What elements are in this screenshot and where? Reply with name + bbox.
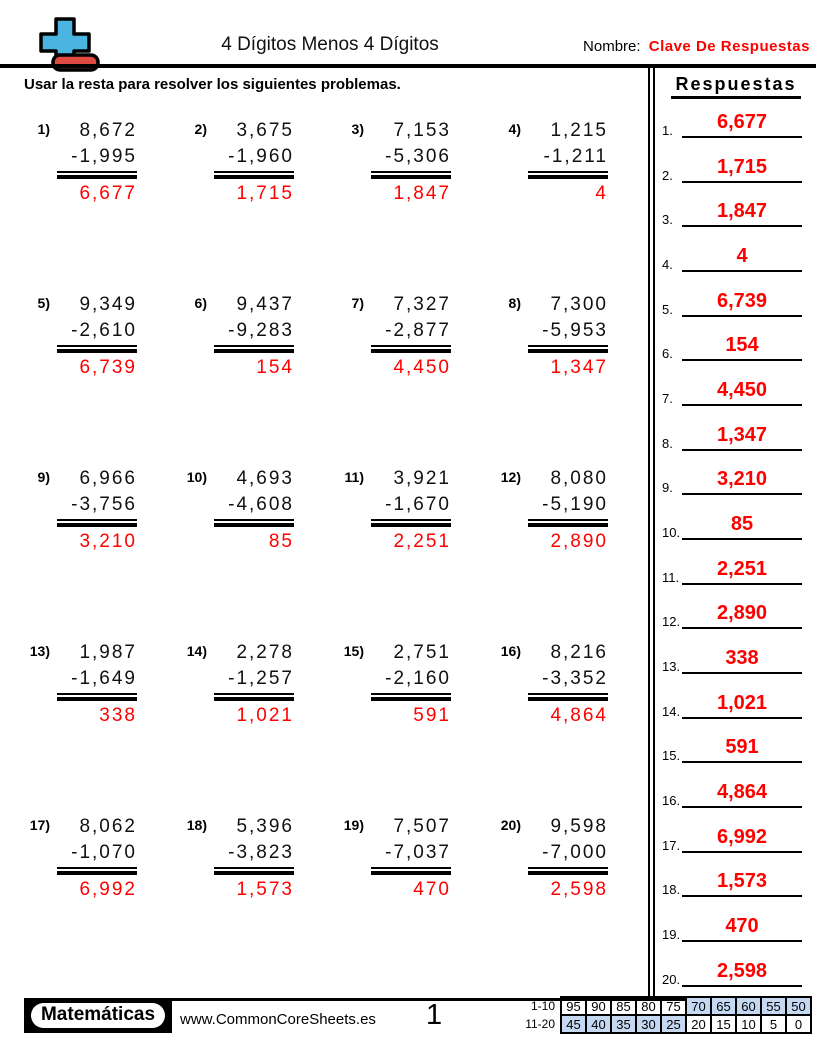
problem — [338, 466, 495, 640]
answers-title-text: Respuestas — [671, 74, 800, 99]
minuend: 8,062 — [79, 816, 137, 837]
answer-item-number: 2. — [662, 167, 673, 183]
answer-item-value: 4,864 — [682, 779, 802, 808]
minuend: 8,080 — [550, 468, 608, 489]
answer-item — [656, 154, 814, 183]
problem-body — [57, 292, 137, 381]
problem-answer: 3,210 — [79, 531, 137, 552]
problem-number: 6) — [194, 295, 207, 311]
problem-answer: 2,890 — [550, 531, 608, 552]
subtrahend: -3,823 — [214, 840, 294, 869]
answer-item-number: 14. — [662, 703, 681, 719]
answer-item-value: 2,890 — [682, 600, 802, 629]
problem — [495, 640, 652, 814]
answer-item — [656, 958, 814, 987]
problem-body — [214, 118, 294, 207]
minuend: 8,216 — [550, 642, 608, 663]
problem — [495, 814, 652, 988]
minuend: 7,153 — [393, 120, 451, 141]
subtrahend: -7,000 — [528, 840, 608, 869]
problem-answer: 1,573 — [236, 879, 294, 900]
answer-item-value: 154 — [682, 332, 802, 361]
grading-cell: 95 — [561, 997, 586, 1015]
answer-item-number: 18. — [662, 882, 681, 898]
problem-number: 12) — [500, 469, 521, 485]
problem-body — [528, 814, 608, 903]
grading-cell: 25 — [661, 1015, 686, 1033]
problem-body — [528, 640, 608, 729]
problem-answer: 6,992 — [79, 879, 137, 900]
subtrahend: -4,608 — [214, 492, 294, 521]
answer-item-value: 4,450 — [682, 377, 802, 406]
name-value: Clave De Respuestas — [648, 38, 810, 55]
problem-answer: 6,677 — [79, 183, 137, 204]
answer-item-value: 6,739 — [682, 288, 802, 317]
problem-body — [371, 292, 451, 381]
sidebar-divider — [648, 68, 655, 997]
problem-body — [214, 640, 294, 729]
answer-item — [656, 466, 814, 495]
problem-answer: 4 — [595, 183, 608, 204]
problem-number: 18) — [186, 817, 207, 833]
problem-body — [371, 118, 451, 207]
answer-item-value: 3,210 — [682, 466, 802, 495]
problem-number: 19) — [343, 817, 364, 833]
problem-answer: 4,864 — [550, 705, 608, 726]
answer-item — [656, 645, 814, 674]
minuend: 9,349 — [79, 294, 137, 315]
subtrahend: -9,283 — [214, 318, 294, 347]
answer-item — [656, 511, 814, 540]
problem-answer: 4,450 — [393, 357, 451, 378]
answer-item-value: 1,715 — [682, 154, 802, 183]
minuend: 7,507 — [393, 816, 451, 837]
answer-item-value: 591 — [682, 734, 802, 763]
answer-item-number: 5. — [662, 301, 673, 317]
answer-item-number: 6. — [662, 346, 673, 362]
grading-cell: 75 — [661, 997, 686, 1015]
problem — [24, 814, 181, 988]
minuend: 5,396 — [236, 816, 294, 837]
problem-number: 8) — [508, 295, 521, 311]
answer-item-number: 15. — [662, 748, 681, 764]
problem-number: 2) — [194, 121, 207, 137]
answer-item — [656, 913, 814, 942]
problem — [24, 640, 181, 814]
grading-cell: 45 — [561, 1015, 586, 1033]
minuend: 7,327 — [393, 294, 451, 315]
problem-body — [214, 814, 294, 903]
answer-item-number: 8. — [662, 435, 673, 451]
instruction-text: Usar la resta para resolver los siguientes problemas. — [24, 76, 401, 93]
problem — [24, 466, 181, 640]
minuend: 8,672 — [79, 120, 137, 141]
brand-badge: Matemáticas — [31, 1003, 165, 1028]
answer-item-number: 20. — [662, 971, 681, 987]
problem-answer: 154 — [256, 357, 294, 378]
subtrahend: -2,160 — [371, 666, 451, 695]
problem-body — [371, 640, 451, 729]
website-text: www.CommonCoreSheets.es — [180, 1011, 376, 1028]
problem-body — [528, 118, 608, 207]
answer-item-number: 3. — [662, 212, 673, 228]
minuend: 3,675 — [236, 120, 294, 141]
answer-item-number: 11. — [662, 569, 680, 585]
problem — [495, 466, 652, 640]
answer-item-value: 1,021 — [682, 690, 802, 719]
name-block — [583, 38, 810, 55]
subtrahend: -1,960 — [214, 144, 294, 173]
problem — [338, 292, 495, 466]
minuend: 7,300 — [550, 294, 608, 315]
grading-row-1 — [521, 997, 811, 1015]
answer-item — [656, 332, 814, 361]
problem-answer: 591 — [413, 705, 451, 726]
grading-cell: 15 — [711, 1015, 736, 1033]
brand-box — [24, 998, 172, 1033]
grading-cell: 70 — [686, 997, 711, 1015]
answer-item-value: 470 — [682, 913, 802, 942]
subtrahend: -5,953 — [528, 318, 608, 347]
problem-body — [57, 466, 137, 555]
answer-item-value: 85 — [682, 511, 802, 540]
answer-item — [656, 422, 814, 451]
grading-row-label: 1-10 — [530, 999, 555, 1013]
grading-cell: 20 — [686, 1015, 711, 1033]
answer-item — [656, 243, 814, 272]
problem-body — [214, 466, 294, 555]
problem-answer: 338 — [99, 705, 137, 726]
problem-answer: 2,251 — [393, 531, 451, 552]
answer-item-number: 1. — [662, 123, 673, 138]
grading-cell: 40 — [586, 1015, 611, 1033]
problem — [495, 292, 652, 466]
problem-number: 17) — [29, 817, 50, 833]
problem-answer: 1,021 — [236, 705, 294, 726]
minuend: 2,751 — [393, 642, 451, 663]
answer-item-value: 1,847 — [682, 198, 802, 227]
problem — [24, 292, 181, 466]
subtrahend: -5,190 — [528, 492, 608, 521]
subtrahend: -3,756 — [57, 492, 137, 521]
grading-cell: 10 — [736, 1015, 761, 1033]
grading-cell: 60 — [736, 997, 761, 1015]
answer-item — [656, 109, 814, 138]
subtrahend: -7,037 — [371, 840, 451, 869]
problem-number: 1) — [37, 121, 50, 137]
answer-item — [656, 779, 814, 808]
problem — [181, 814, 338, 988]
problem-body — [214, 292, 294, 381]
grading-cell: 90 — [586, 997, 611, 1015]
name-label: Nombre: — [583, 38, 641, 55]
grading-cell: 85 — [611, 997, 636, 1015]
answer-item-number: 17. — [662, 837, 681, 853]
problem — [338, 814, 495, 988]
problem-answer: 1,715 — [236, 183, 294, 204]
grading-cell: 50 — [786, 997, 811, 1015]
problem-body — [528, 292, 608, 381]
problem — [338, 640, 495, 814]
answer-item-value: 2,598 — [682, 958, 802, 987]
answer-item-number: 10. — [662, 525, 681, 541]
answer-item-value: 338 — [682, 645, 802, 674]
minuend: 9,437 — [236, 294, 294, 315]
problem-number: 16) — [500, 643, 521, 659]
page-number: 1 — [426, 999, 443, 1031]
problem-answer: 6,739 — [79, 357, 137, 378]
subtrahend: -2,877 — [371, 318, 451, 347]
subtrahend: -2,610 — [57, 318, 137, 347]
answer-item-number: 7. — [662, 391, 673, 407]
problem-answer: 1,847 — [393, 183, 451, 204]
answer-item — [656, 734, 814, 763]
answer-item-value: 6,677 — [682, 109, 802, 138]
problem-answer: 1,347 — [550, 357, 608, 378]
answer-item — [656, 868, 814, 897]
answer-item-value: 1,573 — [682, 868, 802, 897]
grading-cell: 30 — [636, 1015, 661, 1033]
grading-cell: 5 — [761, 1015, 786, 1033]
problem — [181, 292, 338, 466]
page-title: 4 Dígitos Menos 4 Dígitos — [221, 34, 439, 55]
problem-number: 4) — [508, 121, 521, 137]
answer-item-number: 19. — [662, 927, 681, 943]
answer-item — [656, 600, 814, 629]
problem — [338, 118, 495, 292]
problem-answer: 470 — [413, 879, 451, 900]
grading-cell: 80 — [636, 997, 661, 1015]
grading-table — [521, 996, 812, 1034]
problem-number: 7) — [351, 295, 364, 311]
subtrahend: -3,352 — [528, 666, 608, 695]
problem-number: 9) — [37, 469, 50, 485]
problem-number: 5) — [37, 295, 50, 311]
answer-item-value: 6,992 — [682, 824, 802, 853]
minuend: 2,278 — [236, 642, 294, 663]
problem — [181, 640, 338, 814]
answer-item-number: 13. — [662, 659, 681, 675]
subtrahend: -1,649 — [57, 666, 137, 695]
minuend: 1,215 — [550, 120, 608, 141]
problem-number: 10) — [186, 469, 207, 485]
subtrahend: -1,070 — [57, 840, 137, 869]
problem-body — [528, 466, 608, 555]
answer-item-number: 9. — [662, 480, 673, 496]
answer-item-value: 4 — [682, 243, 802, 272]
answer-item — [656, 690, 814, 719]
problem-number: 13) — [29, 643, 50, 659]
grading-cell: 65 — [711, 997, 736, 1015]
answer-item-number: 12. — [662, 614, 681, 630]
answer-item — [656, 556, 814, 585]
subtrahend: -1,257 — [214, 666, 294, 695]
minuend: 1,987 — [79, 642, 137, 663]
problem-body — [57, 640, 137, 729]
problem-answer: 2,598 — [550, 879, 608, 900]
answer-item-number: 16. — [662, 793, 681, 809]
problem — [495, 118, 652, 292]
problem-number: 20) — [500, 817, 521, 833]
problem-number: 11) — [344, 469, 364, 485]
minuend: 4,693 — [236, 468, 294, 489]
problem — [24, 118, 181, 292]
minuend: 9,598 — [550, 816, 608, 837]
header-rule — [0, 64, 816, 68]
answer-item — [656, 377, 814, 406]
problem-answer: 85 — [268, 531, 294, 552]
grading-row-label: 11-20 — [525, 1017, 555, 1031]
problem-number: 14) — [186, 643, 207, 659]
minuend: 3,921 — [393, 468, 451, 489]
problems-grid — [24, 118, 652, 988]
problem — [181, 118, 338, 292]
answer-item-value: 1,347 — [682, 422, 802, 451]
grading-row-2 — [521, 1015, 811, 1033]
answers-panel-title — [658, 74, 814, 99]
subtrahend: -1,211 — [528, 144, 608, 173]
answers-list — [656, 109, 814, 987]
grading-cell: 0 — [786, 1015, 811, 1033]
answer-item — [656, 288, 814, 317]
problem-body — [57, 814, 137, 903]
problem-body — [371, 466, 451, 555]
subtrahend: -1,995 — [57, 144, 137, 173]
answer-item — [656, 824, 814, 853]
answer-item — [656, 198, 814, 227]
subtrahend: -5,306 — [371, 144, 451, 173]
problem-body — [57, 118, 137, 207]
subtrahend: -1,670 — [371, 492, 451, 521]
problem — [181, 466, 338, 640]
grading-cell: 35 — [611, 1015, 636, 1033]
answer-item-value: 2,251 — [682, 556, 802, 585]
answer-item-number: 4. — [662, 257, 673, 273]
minuend: 6,966 — [79, 468, 137, 489]
problem-number: 3) — [351, 121, 364, 137]
grading-cell: 55 — [761, 997, 786, 1015]
problem-body — [371, 814, 451, 903]
problem-number: 15) — [343, 643, 364, 659]
